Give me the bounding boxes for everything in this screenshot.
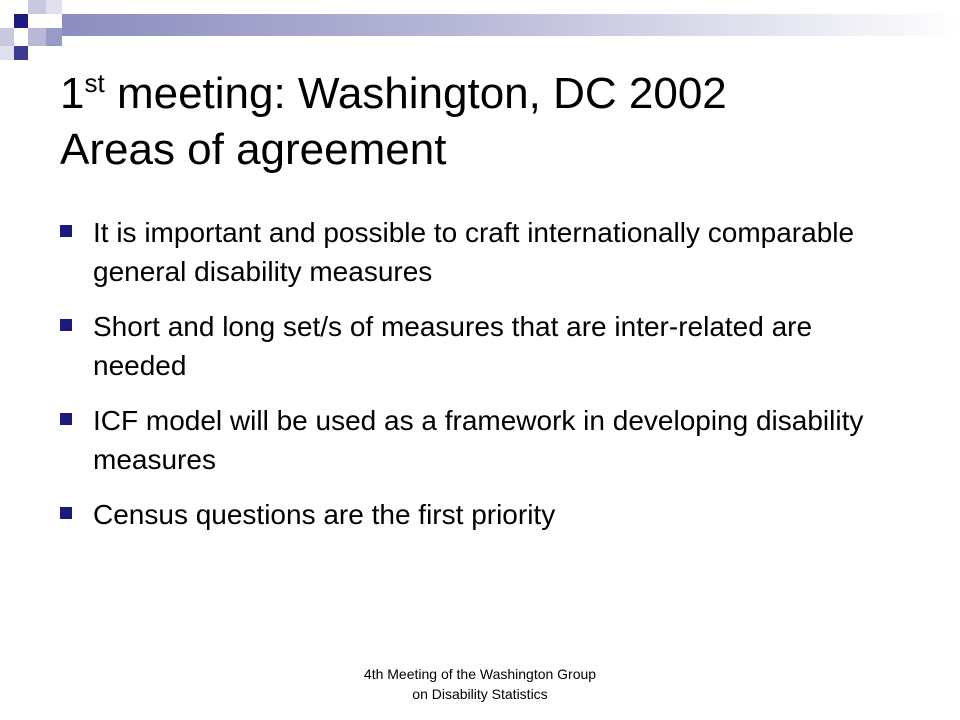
- footer-line-1: 4th Meeting of the Washington Group: [363, 666, 597, 682]
- corner-decoration: [0, 0, 72, 72]
- bullet-list: [60, 213, 890, 550]
- bullet-text: Short and long set/s of measures that are inter-related are needed: [93, 311, 813, 381]
- title-line1: meeting: Washington, DC 2002: [104, 69, 727, 118]
- slide-title: [60, 66, 920, 178]
- title-line2: Areas of agreement: [60, 125, 447, 174]
- top-gradient-bar: [62, 14, 960, 36]
- square-bullet-icon: [60, 225, 72, 237]
- bullet-item: [60, 307, 890, 385]
- bullet-item: [60, 495, 890, 534]
- bullet-item: [60, 401, 890, 479]
- square-bullet-icon: [60, 319, 72, 331]
- slide-footer: [330, 664, 630, 704]
- title-prefix: 1: [60, 69, 85, 118]
- square-bullet-icon: [60, 413, 72, 425]
- bullet-text: It is important and possible to craft internationally comparable general disability measures: [93, 217, 855, 287]
- footer-line-2: on Disability Statistics: [412, 686, 548, 702]
- bullet-text: ICF model will be used as a framework in developing disability measures: [93, 405, 864, 475]
- square-bullet-icon: [60, 507, 72, 519]
- bullet-text: Census questions are the first priority: [93, 499, 556, 530]
- bullet-item: [60, 213, 890, 291]
- title-superscript: st: [84, 68, 105, 98]
